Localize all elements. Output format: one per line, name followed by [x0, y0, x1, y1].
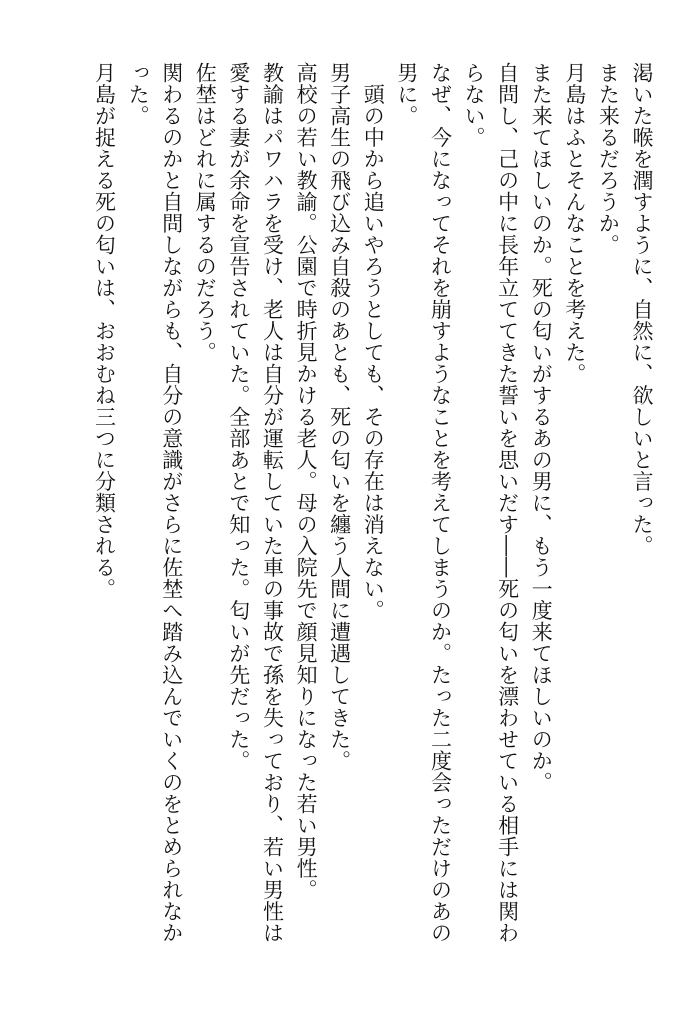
text-line: 月島が捉える死の匂いは、おおむね三つに分類される。 — [92, 62, 117, 600]
text-line: 頭の中から追いやろうとしても、その存在は消えない。 — [361, 62, 386, 621]
text-line: 男子高生の飛び込み自殺のあとも、死の匂いを纏う人間に遭遇してきた。 — [327, 62, 352, 772]
text-line: 渇いた喉を潤すように、自然に、欲しいと言った。 — [630, 62, 654, 557]
text-line: また来るだろうか。 — [596, 62, 621, 256]
text-line: 愛する妻が余命を宣告されていた。全部あとで知った。匂いが先だった。 — [226, 62, 251, 772]
text-line: 佐埜はどれに属するのだろう。 — [193, 62, 218, 363]
text-line: 自問し、己の中に長年立ててきた誓いを思いだす――死の匂いを漂わせている相手には関わ — [495, 62, 520, 944]
text-line: 高校の若い教諭。公園で時折見かける老人。母の入院先で顔見知りになった若い男性。 — [294, 62, 319, 901]
text-line: 関わるのかと自問しながらも、自分の意識がさらに佐埜へ踏み込んでいくのをとめられなか — [159, 62, 184, 944]
text-line: 月島はふとそんなことを考えた。 — [562, 62, 587, 385]
text-line: らない。 — [462, 62, 487, 148]
text-line: また来てほしいのか。死の匂いがするあの男に、もう一度来てほしいのか。 — [529, 62, 554, 793]
text-line: 教諭はパワハラを受け、老人は自分が運転していた車の事故で孫を失っており、若い男性は — [260, 62, 285, 944]
text-line: った。 — [126, 62, 151, 127]
text-line: なぜ、今になってそれを崩すようなことを考えてしまうのか。たった二度会っただけのあの — [428, 62, 453, 944]
vertical-text-body — [87, 62, 658, 962]
text-line: 男に。 — [394, 62, 419, 127]
